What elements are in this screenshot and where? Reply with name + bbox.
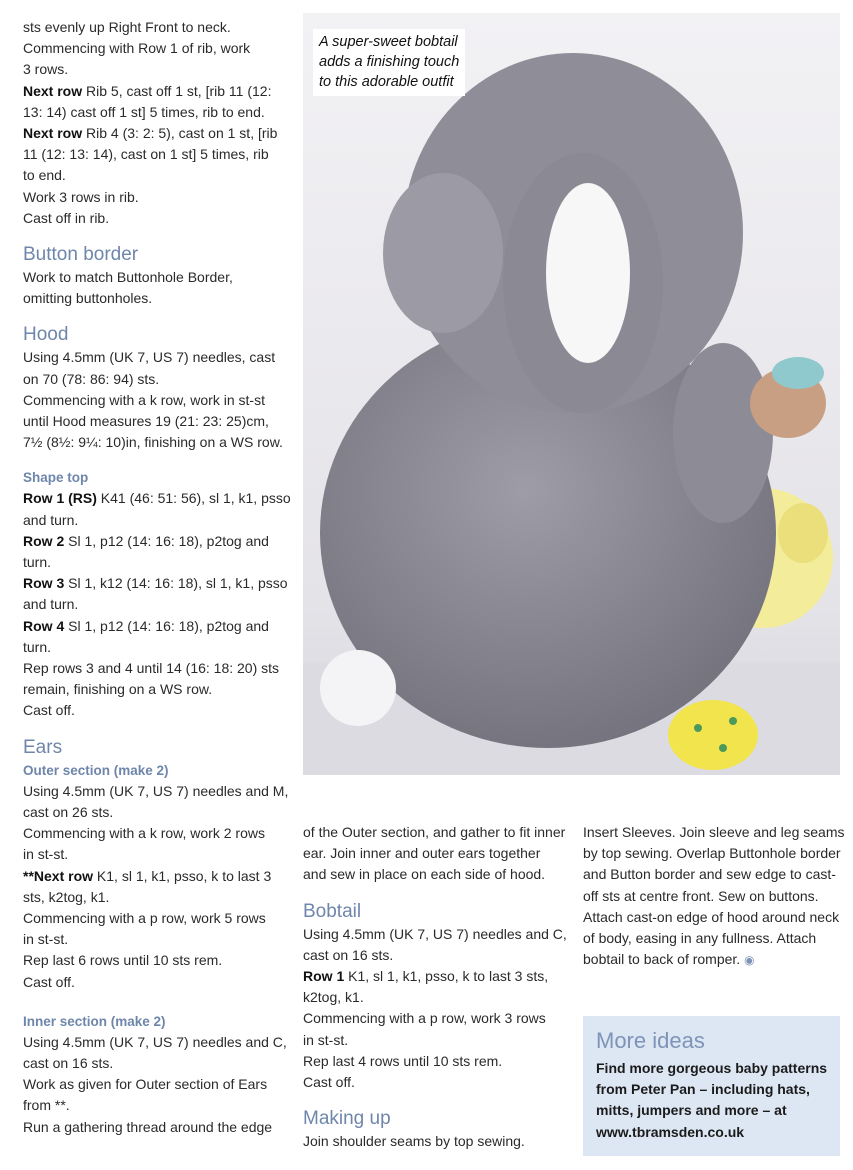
row-1: Row 1 (RS) K41 (46: 51: 56), sl 1, k1, psso bbox=[23, 490, 291, 507]
intro-line: 3 rows. bbox=[23, 61, 69, 78]
next-row-2: Next row Rib 4 (3: 2: 5), cast on 1 st, [rib bbox=[23, 125, 278, 142]
photo-caption: A super-sweet bobtail adds a finishing touch to this adorable outfit bbox=[313, 29, 465, 96]
ears-heading: Ears bbox=[23, 736, 63, 758]
bobtail-row-1: Row 1 K1, sl 1, k1, psso, k to last 3 sts, bbox=[303, 968, 549, 985]
outer-next-row: **Next row K1, sl 1, k1, psso, k to last 3 bbox=[23, 867, 272, 884]
toy-egg-blue bbox=[772, 357, 824, 389]
button-border-heading: Button border bbox=[23, 244, 139, 266]
right-column: Insert Sleeves. Join sleeve and leg seams by top sewing. Overlap Buttonhole border and Button border and sew edge to cast- off sts at centre front. Sew on buttons. Attach cast-on edge of hood around neck of body, easing in any fullness. Attach bobtail to back of romper. ◉ bbox=[583, 824, 845, 968]
hood-heading: Hood bbox=[23, 324, 69, 346]
row-2: Row 2 Sl 1, p12 (14: 16: 18), p2tog and bbox=[23, 532, 269, 549]
yellow-egg bbox=[668, 700, 758, 770]
end-of-article-icon: ◉ bbox=[744, 953, 755, 968]
more-ideas-box: More ideas Find more gorgeous baby patterns from Peter Pan – including hats, mitts, jumpers and more – at www.tbramsden.co.uk bbox=[583, 1016, 840, 1156]
intro-line: sts evenly up Right Front to neck. bbox=[23, 19, 231, 35]
bobtail-heading: Bobtail bbox=[303, 900, 362, 922]
bunny-illustration bbox=[303, 13, 840, 775]
more-ideas-heading: More ideas bbox=[596, 1028, 705, 1053]
row-label: Next row bbox=[23, 125, 83, 142]
row-3: Row 3 Sl 1, k12 (14: 16: 18), sl 1, k1, psso bbox=[23, 575, 288, 592]
website-link[interactable]: www.tbramsden.co.uk bbox=[596, 1123, 745, 1140]
next-row-1: Next row Rib 5, cast off 1 st, [rib 11 (12: bbox=[23, 82, 272, 99]
row-label: Next row bbox=[23, 82, 83, 99]
row-4: Row 4 Sl 1, p12 (14: 16: 18), p2tog and bbox=[23, 617, 269, 634]
outer-section-heading: Outer section (make 2) bbox=[23, 762, 169, 778]
left-column: sts evenly up Right Front to neck. Commencing with Row 1 of rib, work 3 rows. Next row Rib 5, cast off 1 st, [rib 11 (12: 13: 14) cast off 1 st] 5 times, rib to end. Next row Rib 4 (3: 2: 5), cast on 1 st, [rib 11 (12: 13: 14), cast on 1 st] 5 times, rib to end. Work 3 rows in rib. Cast off in rib. Button border Work to match Buttonhole Border, omitting buttonholes. Hood Using 4.5mm (UK 7, US 7) needles, cast on 70 (78: 86: 94) sts. Commencing with a k row, work in st-st until Hood measures 19 (21: 23: 25)cm, 7½ (8½: 9¼: 10)in, finishing on a WS row. Shape top Row 1 (RS) K41 (46: 51: 56), sl 1, k1, psso and turn. Row 2 Sl 1, p12 (14: 16: 18), p2tog and turn. Row 3 Sl 1, k12 (14: 16: 18), sl 1, k1, psso and turn. Row 4 Sl 1, p12 (14: 16: 18), p2tog and turn. Rep rows 3 and 4 until 14 (16: 18: 20) sts remain, finishing on a WS row. Cast off. Ears Outer section (make 2) Using 4.5mm (UK 7, US 7) needles and M, cast on 26 sts. Commencing with a k row, work 2 rows in st-st. **Next row K1, sl 1, k1, psso, k to last 3 sts, k2tog, k1. Commencing with a p row, work 5 rows in st-st. Rep last 6 rows until 10 sts rem. Cast off. Inner section (make 2) Using 4.5mm (UK 7, US 7) needles and C, cast on 16 sts. Work as given for Outer section of Ears from **. Run a gathering thread around the edge bbox=[23, 17, 293, 1138]
shape-top-heading: Shape top bbox=[23, 470, 89, 486]
inner-section-heading: Inner section (make 2) bbox=[23, 1013, 166, 1029]
bunny-ear-inner bbox=[546, 183, 630, 363]
middle-column: of the Outer section, and gather to fit inner ear. Join inner and outer ears together and sew in place on each side of hood. Bobtail Using 4.5mm (UK 7, US 7) needles and C, cast on 16 sts. Row 1 K1, sl 1, k1, psso, k to last 3 sts, k2tog, k1. Commencing with a p row, work 3 rows in st-st. Rep last 4 rows until 10 sts rem. Cast off. Making up Join shoulder seams by top sewing. bbox=[303, 822, 573, 1152]
intro-line: Commencing with Row 1 of rib, work bbox=[23, 40, 251, 57]
romper-arm bbox=[673, 343, 773, 523]
bobtail bbox=[320, 650, 396, 726]
making-up-heading: Making up bbox=[303, 1108, 391, 1130]
bunny-romper-photo bbox=[303, 13, 840, 775]
